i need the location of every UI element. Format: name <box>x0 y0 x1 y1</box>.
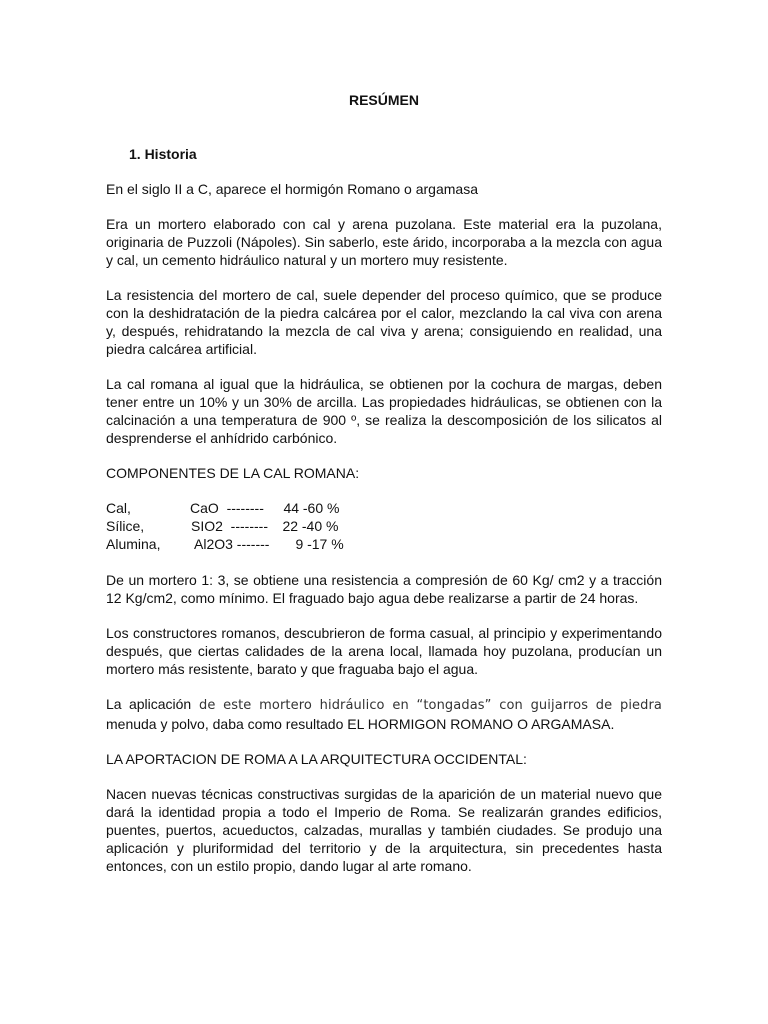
aplicacion-middle: de este mortero hidráulico en “tongadas” con guijarros de piedra <box>191 698 662 713</box>
aplicacion-start: La aplicación <box>106 696 192 712</box>
component-formula: CaO -------- <box>190 500 264 516</box>
paragraph-resistencia: La resistencia del mortero de cal, suele depender del proceso químico, que se produce con la deshidratación de la piedra calcárea por el calor, mezclando la cal viva con arena y, después, rehidratando la mezcla de cal viva y arena; consiguiendo en realidad, una piedra calcárea artificial. <box>106 287 662 357</box>
component-name: Alumina, <box>106 536 161 552</box>
component-name: Sílice, <box>106 518 145 534</box>
aplicacion-end: menuda y polvo, daba como resultado EL HORMIGON ROMANO O ARGAMASA. <box>106 716 615 732</box>
paragraph-aplicacion <box>106 695 662 733</box>
component-range: 22 -40 % <box>282 518 339 534</box>
component-range: 9 -17 % <box>295 536 344 552</box>
table-row <box>106 499 344 517</box>
aportacion-heading: LA APORTACION DE ROMA A LA ARQUITECTURA OCCIDENTAL: <box>106 751 527 767</box>
component-range: 44 -60 % <box>283 500 340 516</box>
component-name: Cal, <box>106 500 131 516</box>
paragraph-mortero-13: De un mortero 1: 3, se obtiene una resistencia a compresión de 60 Kg/ cm2 y a tracción 12 Kg/cm2, como mínimo. El fraguado bajo agua debe realizarse a partir de 24 horas. <box>106 572 662 606</box>
paragraph-intro: En el siglo II a C, aparece el hormigón Romano o argamasa <box>106 181 478 197</box>
section-heading-historia: 1. Historia <box>129 146 197 162</box>
table-row <box>106 517 344 535</box>
components-heading: COMPONENTES DE LA CAL ROMANA: <box>106 465 360 481</box>
paragraph-constructores: Los constructores romanos, descubrieron de forma casual, al principio y experimentando después, que ciertas calidades de la arena local, llamada hoy puzolana, producían un mortero más resistente, barato y que fraguaba bajo el agua. <box>106 625 662 677</box>
components-table <box>106 499 344 553</box>
document-body <box>106 180 662 892</box>
paragraph-nuevas-tecnicas: Nacen nuevas técnicas constructivas surgidas de la aparición de un material nuevo que dará la identidad propia a todo el Imperio de Roma. Se realizarán grandes edificios, puentes, puertos, acueductos, calzadas, murallas y también ciudades. Se produjo una aplicación y pluriformidad del territorio y de la arquitectura, sin precedentes hasta entonces, con un estilo propio, dando lugar al arte romano. <box>106 786 662 874</box>
component-formula: Al2O3 ------- <box>194 536 270 552</box>
document-title: RESÚMEN <box>348 92 419 108</box>
component-formula: SIO2 -------- <box>191 518 268 534</box>
paragraph-mortero: Era un mortero elaborado con cal y arena puzolana. Este material era la puzolana, originaria de Puzzoli (Nápoles). Sin saberlo, este árido, incorporaba a la mezcla con agua y cal, un cemento hidráulico natural y un mortero muy resistente. <box>106 216 662 268</box>
table-row <box>106 535 344 553</box>
paragraph-cal-romana: La cal romana al igual que la hidráulica, se obtienen por la cochura de margas, deben tener entre un 10% y un 30% de arcilla. Las propiedades hidráulicas, se obtienen con la calcinación a una temperatura de 900 º, se realiza la descomposición de los silicatos al desprenderse el anhídrido carbónico. <box>106 376 662 446</box>
